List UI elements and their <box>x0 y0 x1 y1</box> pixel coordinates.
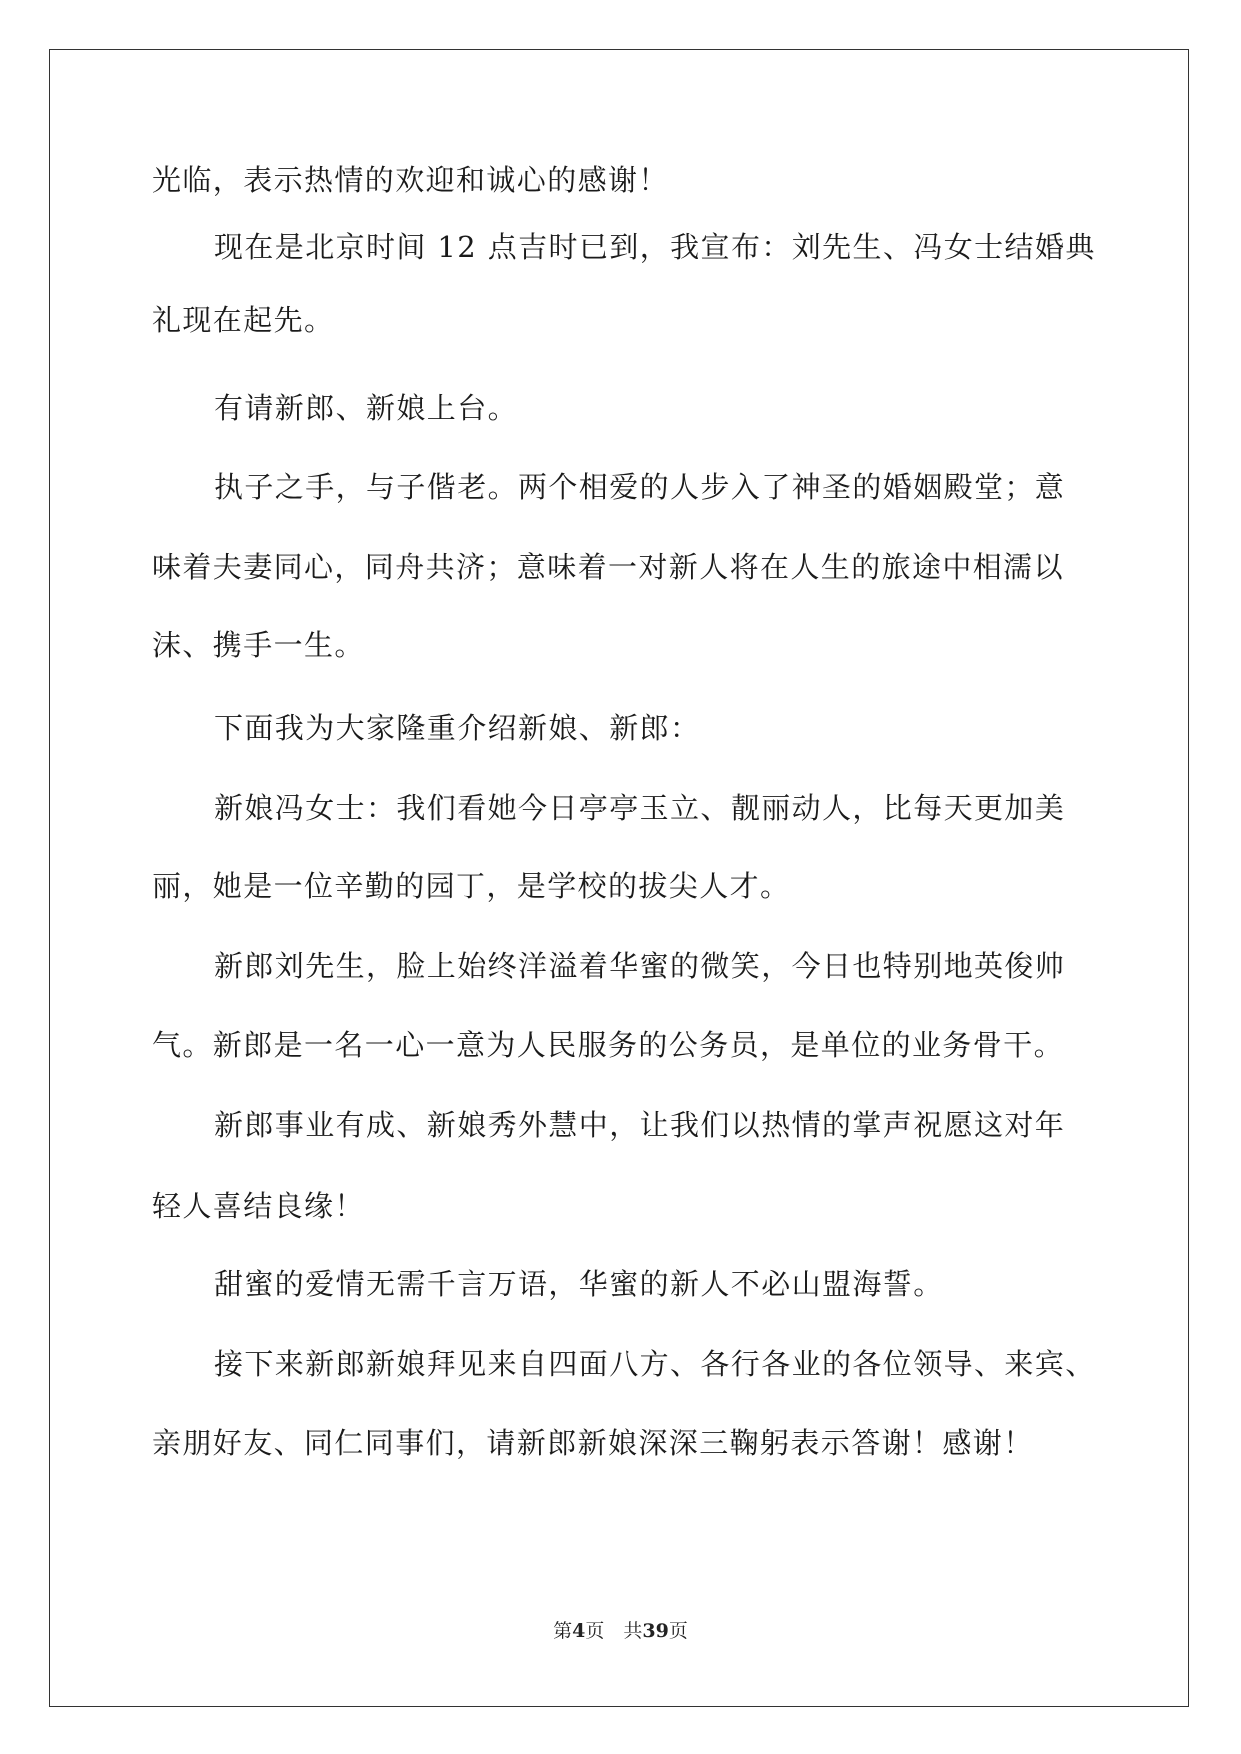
footer-mid: 页 共 <box>585 1620 643 1642</box>
text-line: 亲朋好友、同仁同事们，请新郎新娘深深三鞠躬表示答谢！感谢！ <box>152 1426 1034 1460</box>
text-line: 现在是北京时间 12 点吉时已到，我宣布：刘先生、冯女士结婚典 <box>214 230 1096 264</box>
text-line: 味着夫妻同心，同舟共济；意味着一对新人将在人生的旅途中相濡以 <box>152 550 1065 584</box>
text-line: 礼现在起先。 <box>152 303 335 337</box>
text-line: 执子之手，与子偕老。两个相爱的人步入了神圣的婚姻殿堂；意 <box>214 470 1066 504</box>
text-line: 新郎刘先生，脸上始终洋溢着华蜜的微笑，今日也特别地英俊帅 <box>214 949 1066 983</box>
current-page-number: 4 <box>572 1620 586 1642</box>
text-line: 沫、携手一生。 <box>152 628 365 662</box>
text-line: 光临，表示热情的欢迎和诚心的感谢！ <box>152 163 669 197</box>
text-line: 丽，她是一位辛勤的园丁，是学校的拔尖人才。 <box>152 869 791 903</box>
footer-suffix: 页 <box>668 1620 688 1642</box>
page-number-footer <box>0 1616 1241 1643</box>
text-line: 有请新郎、新娘上台。 <box>214 391 519 425</box>
text-line: 新郎事业有成、新娘秀外慧中，让我们以热情的掌声祝愿这对年 <box>214 1108 1066 1142</box>
text-line: 轻人喜结良缘！ <box>152 1189 365 1223</box>
total-pages-number: 39 <box>642 1620 669 1642</box>
text-line: 下面我为大家隆重介绍新娘、新郎： <box>214 711 701 745</box>
text-line: 甜蜜的爱情无需千言万语，华蜜的新人不必山盟海誓。 <box>214 1267 944 1301</box>
footer-prefix: 第 <box>553 1620 573 1642</box>
text-line: 新娘冯女士：我们看她今日亭亭玉立、靓丽动人，比每天更加美 <box>214 791 1066 825</box>
text-line: 接下来新郎新娘拜见来自四面八方、各行各业的各位领导、来宾、 <box>214 1347 1096 1381</box>
text-line: 气。新郎是一名一心一意为人民服务的公务员，是单位的业务骨干。 <box>152 1028 1065 1062</box>
